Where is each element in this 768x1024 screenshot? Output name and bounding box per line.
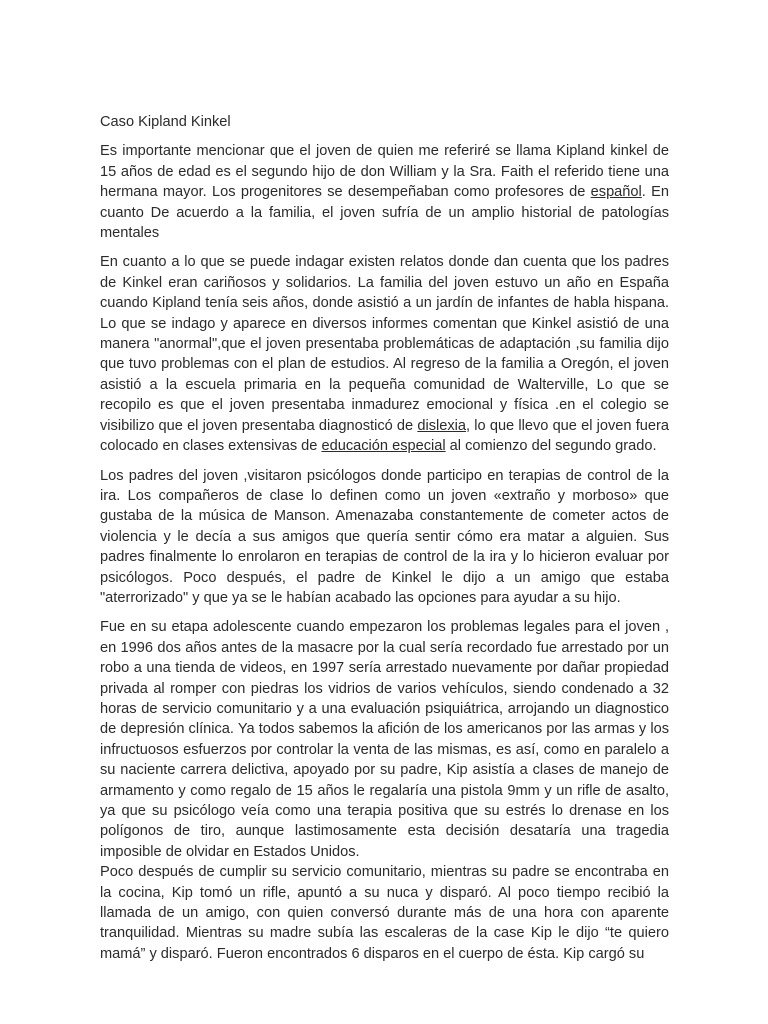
- link-dislexia[interactable]: dislexia: [417, 417, 467, 434]
- paragraph-legal-problems: Fue en su etapa adolescente cuando empezaron los problemas legales para el joven , en 1996 dos años antes de la masacre por la cual sería recordado fue arrestado por un robo a una tienda de videos, en 1997 sería arrestado nuevamente por dañar propiedad privada al romper con piedras los vidrios de varios vehículos, siendo condenado a 32 horas de servicio comunitario y a una evaluación psiquiátrica, arrojando un diagnostico de depresión clínica. Ya todos sabemos la afición de los americanos por las armas y los infructuosos esfuerzos por controlar la venta de las mismas, es así, como en paralelo a su naciente carrera delictiva, apoyado por su padre, Kip asistía a clases de manejo de armamento y como regalo de 15 años le regalaría una pistola 9mm y un rifle de asalto, ya que su psicólogo veía como una terapia positiva que su estrés lo drenase en los polígonos de tiro, aunque lastimosamente esta decisión desataría una tragedia imposible de olvidar en Estados Unidos.: [100, 619, 669, 860]
- paragraph-text: En cuanto a lo que se puede indagar existen relatos donde dan cuenta que los padres de Kinkel eran cariñosos y solidarios. La familia del joven estuvo un año en España cuando Kipland tenía seis años, donde asistió a un jardín de infantes de habla hispana. Lo que se indago y aparece en diversos informes comentan que Kinkel asistió de una manera "anormal",que el joven presentaba problemáticas de adaptación ,su familia dijo que tuvo problemas con el plan de estudios. Al regreso de la familia a Oregón, el joven asistió a la escuela primaria en la pequeña comunidad de Walterville, Lo que se recopilo es que el joven presentaba inmadurez emocional y física .en el colegio se visibilizo que el joven presentaba diagnosticó de: [100, 254, 669, 434]
- paragraph-text: Es importante mencionar que el joven de quien me referiré se llama Kipland kinkel de 15 años de edad es el segundo hijo de don William y la Sra. Faith el referido tiene una hermana mayor. Los progenitores se desempeñaban como profesores de: [100, 143, 669, 201]
- link-espanol[interactable]: español: [590, 184, 642, 201]
- document-body: [100, 112, 669, 964]
- link-educacion-especial[interactable]: educación especial: [321, 438, 446, 455]
- paragraph-family-background: [100, 141, 669, 243]
- paragraph-text: , lo que llevo que el joven fuera colocado en clases extensivas de: [100, 417, 669, 455]
- paragraph-psychologists: Los padres del joven ,visitaron psicólogos donde participo en terapias de control de la ira. Los compañeros de clase lo definen como un joven «extraño y morboso» que gustaba de la música de Manson. Amenazaba constantemente de cometer actos de violencia y le decía a sus amigos que quería sentir cómo era matar a alguien. Sus padres finalmente lo enrolaron en terapias de control de la ira y lo hicieron evaluar por psicólogos. Poco después, el padre de Kinkel le dijo a un amigo que estaba "aterrorizado" y que ya se le habían acabado las opciones para ayudar a su hijo.: [100, 467, 669, 606]
- paragraph-events: Poco después de cumplir su servicio comunitario, mientras su padre se encontraba en la cocina, Kip tomó un rifle, apuntó a su nuca y disparó. Al poco tiempo recibió la llamada de un amigo, con quien conversó durante más de una hora con aparente tranquilidad. Mientras su madre subía las escaleras de la case Kip le dijo “te quiero mamá” y disparó. Fueron encontrados 6 disparos en el cuerpo de ésta. Kip cargó su: [100, 864, 669, 962]
- paragraph-text: . En cuanto De acuerdo a la familia, el joven sufría de un amplio historial de patologías mentales: [100, 184, 669, 242]
- paragraph-text: al comienzo del segundo grado.: [445, 438, 657, 455]
- document-title: Caso Kipland Kinkel: [100, 114, 231, 130]
- paragraph-childhood: [100, 252, 669, 456]
